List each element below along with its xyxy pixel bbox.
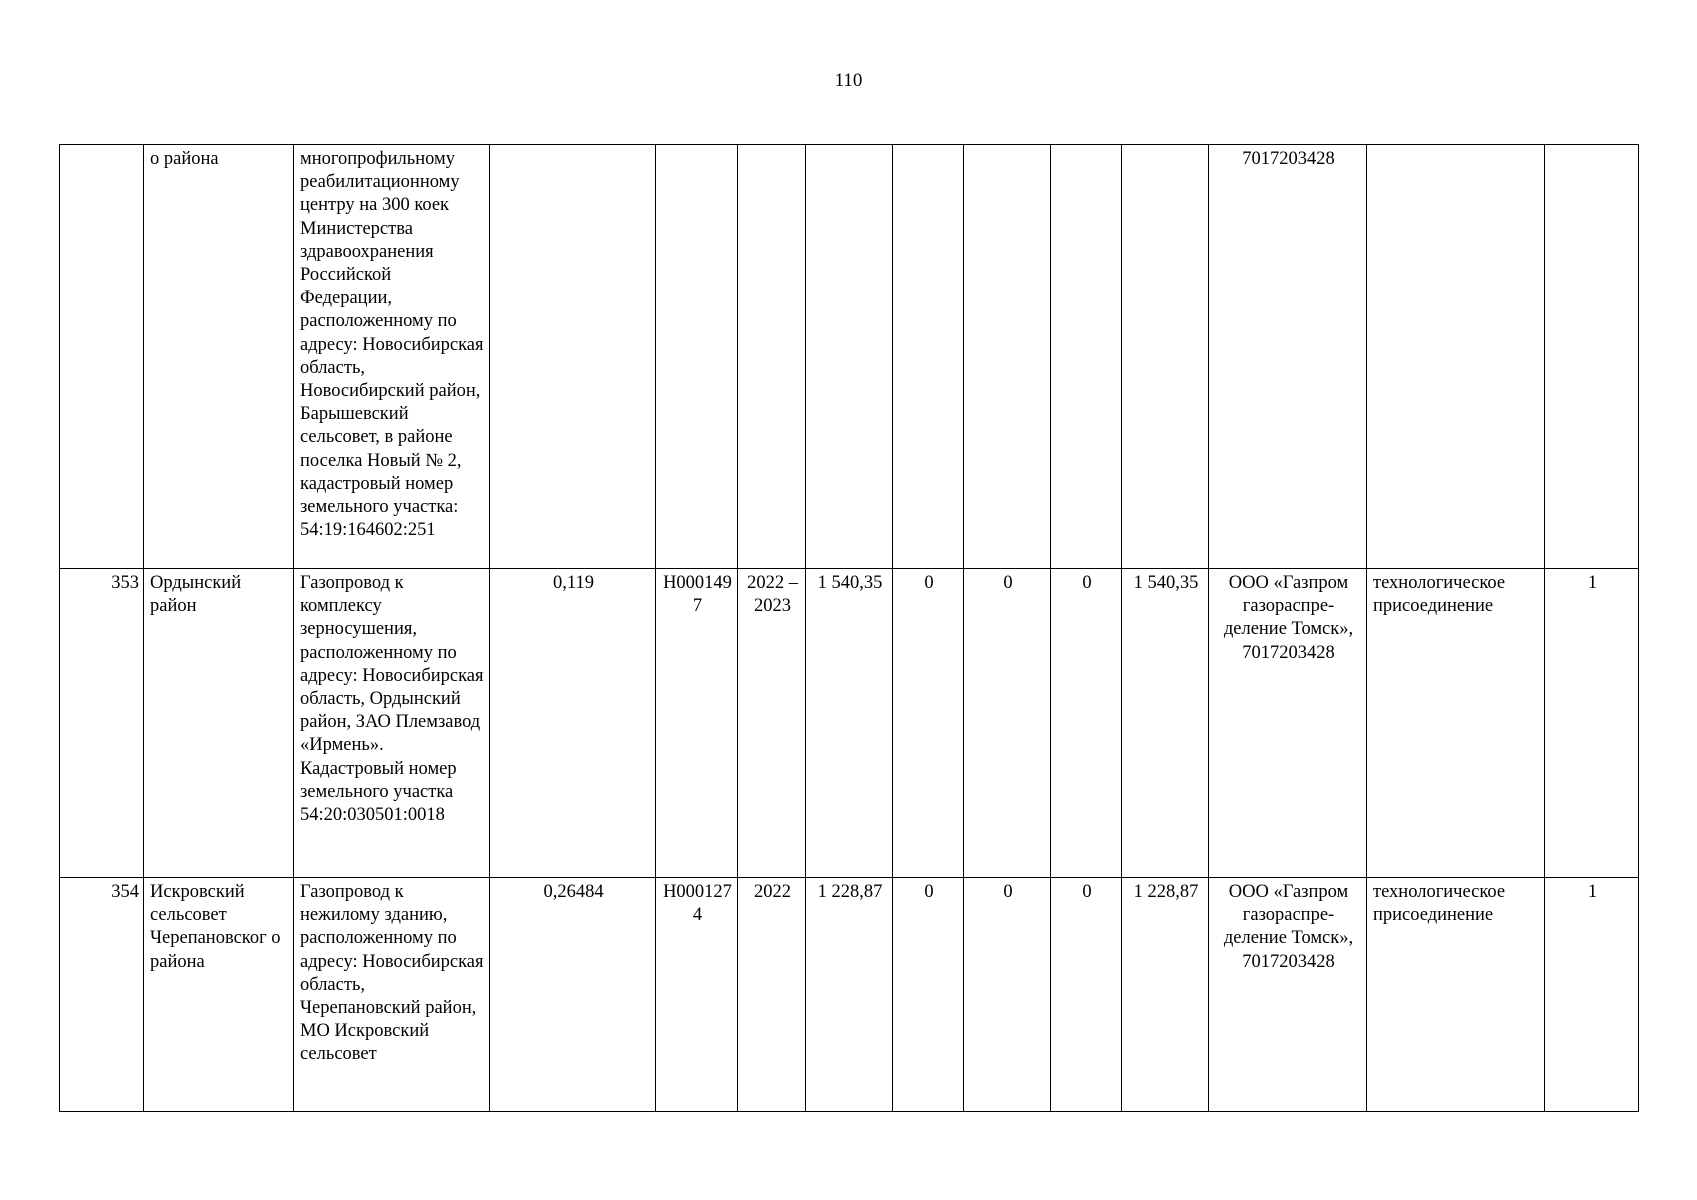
total-cost-cell: 1 540,35 bbox=[806, 569, 893, 878]
value-cell: 1 540,35 bbox=[1122, 569, 1209, 878]
row-number: 353 bbox=[60, 569, 144, 878]
length-cell: 0,119 bbox=[490, 569, 656, 878]
years-cell: 2022 bbox=[738, 878, 806, 1112]
count-cell: 1 bbox=[1545, 569, 1639, 878]
table-row bbox=[60, 569, 1639, 878]
length-cell bbox=[490, 145, 656, 569]
municipality-cell: о района bbox=[144, 145, 294, 569]
page-number: 110 bbox=[834, 70, 863, 91]
project-code-cell: Н0001497 bbox=[656, 569, 738, 878]
investment-program-table bbox=[59, 144, 1639, 1112]
project-code-cell bbox=[656, 145, 738, 569]
value-cell: 0 bbox=[893, 569, 964, 878]
value-cell bbox=[893, 145, 964, 569]
project-code-cell: Н0001274 bbox=[656, 878, 738, 1112]
value-cell: 0 bbox=[964, 878, 1051, 1112]
total-cost-cell: 1 228,87 bbox=[806, 878, 893, 1112]
organization-cell: ООО «Газпром газораспре-деление Томск», 7017203428 bbox=[1209, 569, 1367, 878]
total-cost-cell bbox=[806, 145, 893, 569]
value-cell: 0 bbox=[1051, 569, 1122, 878]
organization-cell: 7017203428 bbox=[1209, 145, 1367, 569]
value-cell: 0 bbox=[964, 569, 1051, 878]
value-cell bbox=[1051, 145, 1122, 569]
object-description-cell: Газопровод к нежилому зданию, расположенному по адресу: Новосибирская область, Черепановский район, МО Искровский сельсовет bbox=[294, 878, 490, 1112]
length-cell: 0,26484 bbox=[490, 878, 656, 1112]
municipality-cell: Ордынский район bbox=[144, 569, 294, 878]
value-cell: 1 228,87 bbox=[1122, 878, 1209, 1112]
row-number bbox=[60, 145, 144, 569]
basis-cell bbox=[1367, 145, 1545, 569]
table-row bbox=[60, 878, 1639, 1112]
count-cell: 1 bbox=[1545, 878, 1639, 1112]
basis-cell: технологическое присоединение bbox=[1367, 878, 1545, 1112]
years-cell: 2022 – 2023 bbox=[738, 569, 806, 878]
count-cell bbox=[1545, 145, 1639, 569]
value-cell bbox=[1122, 145, 1209, 569]
value-cell bbox=[964, 145, 1051, 569]
object-description-cell: многопрофильному реабилитационному центру на 300 коек Министерства здравоохранения Российской Федерации, расположенному по адресу: Новосибирская область, Новосибирский район, Барышевский сельсовет, в районе поселка Новый № 2, кадастровый номер земельного участка: 54:19:164602:251 bbox=[294, 145, 490, 569]
years-cell bbox=[738, 145, 806, 569]
table-row bbox=[60, 145, 1639, 569]
value-cell: 0 bbox=[1051, 878, 1122, 1112]
municipality-cell: Искровский сельсовет Черепановског о района bbox=[144, 878, 294, 1112]
basis-cell: технологическое присоединение bbox=[1367, 569, 1545, 878]
object-description-cell: Газопровод к комплексу зерносушения, расположенному по адресу: Новосибирская область, Ордынский район, ЗАО Племзавод «Ирмень». Кадастровый номер земельного участка 54:20:030501:0018 bbox=[294, 569, 490, 878]
organization-cell: ООО «Газпром газораспре-деление Томск», 7017203428 bbox=[1209, 878, 1367, 1112]
value-cell: 0 bbox=[893, 878, 964, 1112]
row-number: 354 bbox=[60, 878, 144, 1112]
